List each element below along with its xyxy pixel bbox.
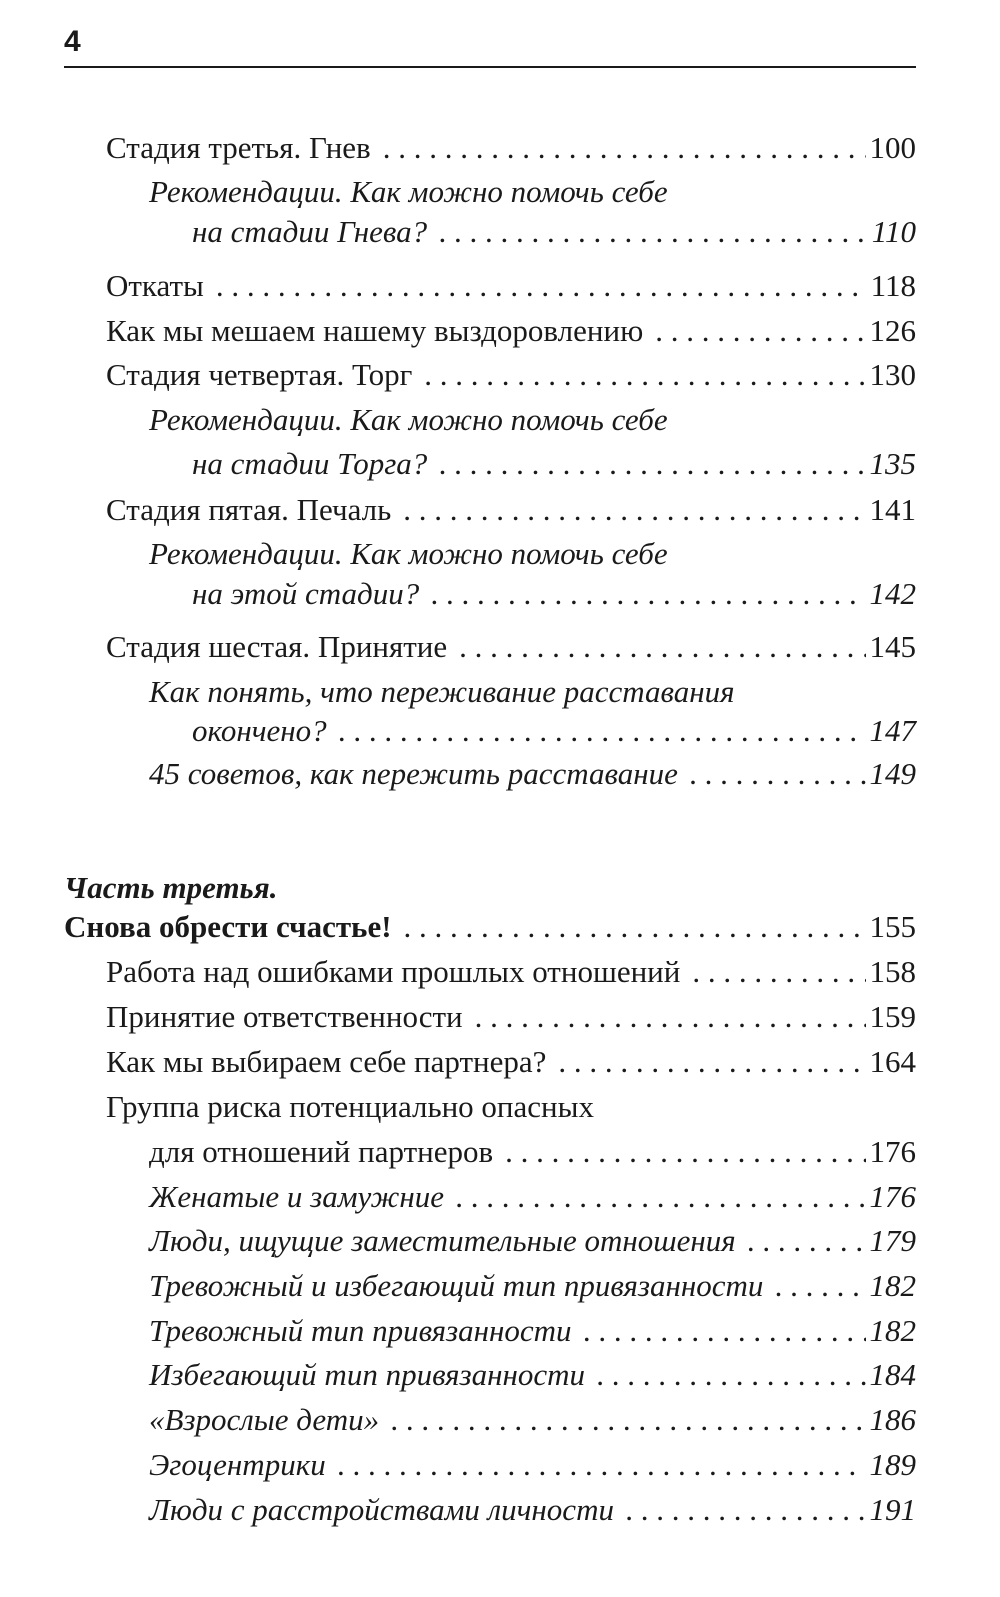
toc-entry-page: 145 (869, 629, 916, 664)
toc-leader-dots (404, 905, 866, 949)
toc-entry (106, 1040, 916, 1084)
toc-entry-title: Избегающий тип привязанности (149, 1357, 586, 1392)
header-rule (64, 66, 916, 68)
toc-entry-page: 182 (869, 1268, 916, 1303)
toc-entry-page: 184 (869, 1357, 916, 1392)
toc-entry-page: 141 (869, 492, 916, 527)
toc-entry (149, 1130, 916, 1174)
toc-entry (192, 709, 916, 753)
toc-leader-dots (505, 1130, 865, 1174)
toc-entry-page: 179 (869, 1223, 916, 1258)
toc-entry-title: 45 советов, как пережить расставание (149, 756, 678, 791)
toc-entry-page: 159 (869, 999, 916, 1034)
toc-entry-title: Стадия пятая. Печаль (106, 492, 392, 527)
toc-leader-dots (338, 1443, 866, 1487)
toc-entry-title: Принятие ответственности (106, 999, 463, 1034)
toc-entry-title: Рекомендации. Как можно помочь себе (149, 402, 668, 437)
toc-leader-dots (558, 1040, 865, 1084)
toc-entry-title: на этой стадии? (192, 576, 420, 611)
toc-leader-dots (439, 210, 868, 254)
toc-leader-dots (584, 1309, 866, 1353)
toc-entry (106, 353, 916, 397)
toc-entry-title: Стадия четвертая. Торг (106, 357, 413, 392)
toc-leader-dots (597, 1353, 865, 1397)
toc-entry-title: Тревожный и избегающий тип привязанности (149, 1268, 764, 1303)
toc-entry (192, 210, 916, 254)
toc-entry-title: «Взрослые дети» (149, 1402, 380, 1437)
toc-entry-page: 110 (871, 214, 916, 249)
toc-entry (149, 1353, 916, 1397)
toc-entry-title: Как мы мешаем нашему выздоровлению (106, 313, 644, 348)
toc-entry-title: Как мы выбираем себе партнера? (106, 1044, 547, 1079)
toc-entry (149, 1488, 916, 1532)
toc-entry (149, 1309, 916, 1353)
toc-entry-title: Работа над ошибками прошлых отношений (106, 954, 681, 989)
toc-entry-title: Люди, ищущие заместительные отношения (149, 1223, 736, 1258)
toc-entry (149, 1398, 916, 1442)
toc-entry-page: 191 (869, 1492, 916, 1527)
toc-leader-dots (459, 625, 865, 669)
toc-leader-dots (692, 950, 865, 994)
toc-entry-title: Рекомендации. Как можно помочь себе (149, 536, 668, 571)
toc-entry-page: 186 (869, 1402, 916, 1437)
toc-entry-page: 189 (869, 1447, 916, 1482)
toc-entry (106, 264, 916, 308)
toc-entry-page: 182 (869, 1313, 916, 1348)
toc-entry-page: 118 (870, 268, 916, 303)
toc-entry-page: 142 (869, 576, 916, 611)
toc-entry (192, 442, 916, 486)
toc-entry-page: 158 (869, 954, 916, 989)
toc-entry-title: Женатые и замужние (149, 1179, 445, 1214)
toc-entry-page: 149 (869, 756, 916, 791)
toc-leader-dots (403, 488, 865, 532)
toc-entry-title: Стадия третья. Гнев (106, 130, 371, 165)
toc-entry-page: 100 (869, 130, 916, 165)
toc-entry-page: 147 (869, 713, 916, 748)
toc-entry-page: 126 (869, 313, 916, 348)
toc-entry-title: окончено? (192, 713, 327, 748)
toc-leader-dots (391, 1398, 865, 1442)
page-number: 4 (64, 25, 81, 58)
toc-entry-title: Люди с расстройствами личности (149, 1492, 614, 1527)
toc-leader-dots (339, 709, 866, 753)
toc-entry-title: для отношений партнеров (149, 1134, 494, 1169)
toc-entry (106, 488, 916, 532)
toc-entry (106, 309, 916, 353)
toc-leader-dots (775, 1264, 865, 1308)
toc-entry-title: Стадия шестая. Принятие (106, 629, 448, 664)
toc-entry-title: Эгоцентрики (149, 1447, 326, 1482)
toc-entry-title: Рекомендации. Как можно помочь себе (149, 174, 668, 209)
toc-entry (149, 1219, 916, 1263)
toc-leader-dots (655, 309, 865, 353)
toc-leader-dots (748, 1219, 866, 1263)
toc-entry (149, 1175, 916, 1219)
toc-leader-dots (456, 1175, 865, 1219)
toc-leader-dots (475, 995, 866, 1039)
toc-entry-page: 176 (869, 1134, 916, 1169)
toc-entry-page: 155 (869, 909, 916, 944)
toc-entry-page: 176 (869, 1179, 916, 1214)
toc-leader-dots (690, 752, 866, 796)
toc-leader-dots (383, 126, 866, 170)
toc-entry-title: Как понять, что переживание расставания (149, 674, 735, 709)
toc-entry (192, 572, 916, 616)
toc-leader-dots (626, 1488, 866, 1532)
toc-entry (106, 995, 916, 1039)
toc-entry-title: Тревожный тип привязанности (149, 1313, 572, 1348)
toc-entry-title: Откаты (106, 268, 204, 303)
toc-entry-title: на стадии Торга? (192, 446, 428, 481)
toc-entry (64, 905, 916, 949)
toc-leader-dots (439, 442, 865, 486)
toc-entry-title: Снова обрести счастье! (64, 909, 392, 944)
part-heading: Часть третья. (64, 870, 278, 905)
toc-entry (106, 950, 916, 994)
toc-entry (149, 1443, 916, 1487)
toc-entry (149, 1264, 916, 1308)
toc-entry-title: Группа риска потенциально опасных (106, 1089, 594, 1124)
toc-entry-page: 164 (869, 1044, 916, 1079)
toc-entry-page: 135 (869, 446, 916, 481)
toc-entry (106, 625, 916, 669)
toc-entry-title: на стадии Гнева? (192, 214, 428, 249)
toc-leader-dots (431, 572, 865, 616)
toc-entry (149, 752, 916, 796)
toc-entry (106, 126, 916, 170)
toc-entry-page: 130 (869, 357, 916, 392)
toc-leader-dots (424, 353, 865, 397)
toc-leader-dots (216, 264, 867, 308)
